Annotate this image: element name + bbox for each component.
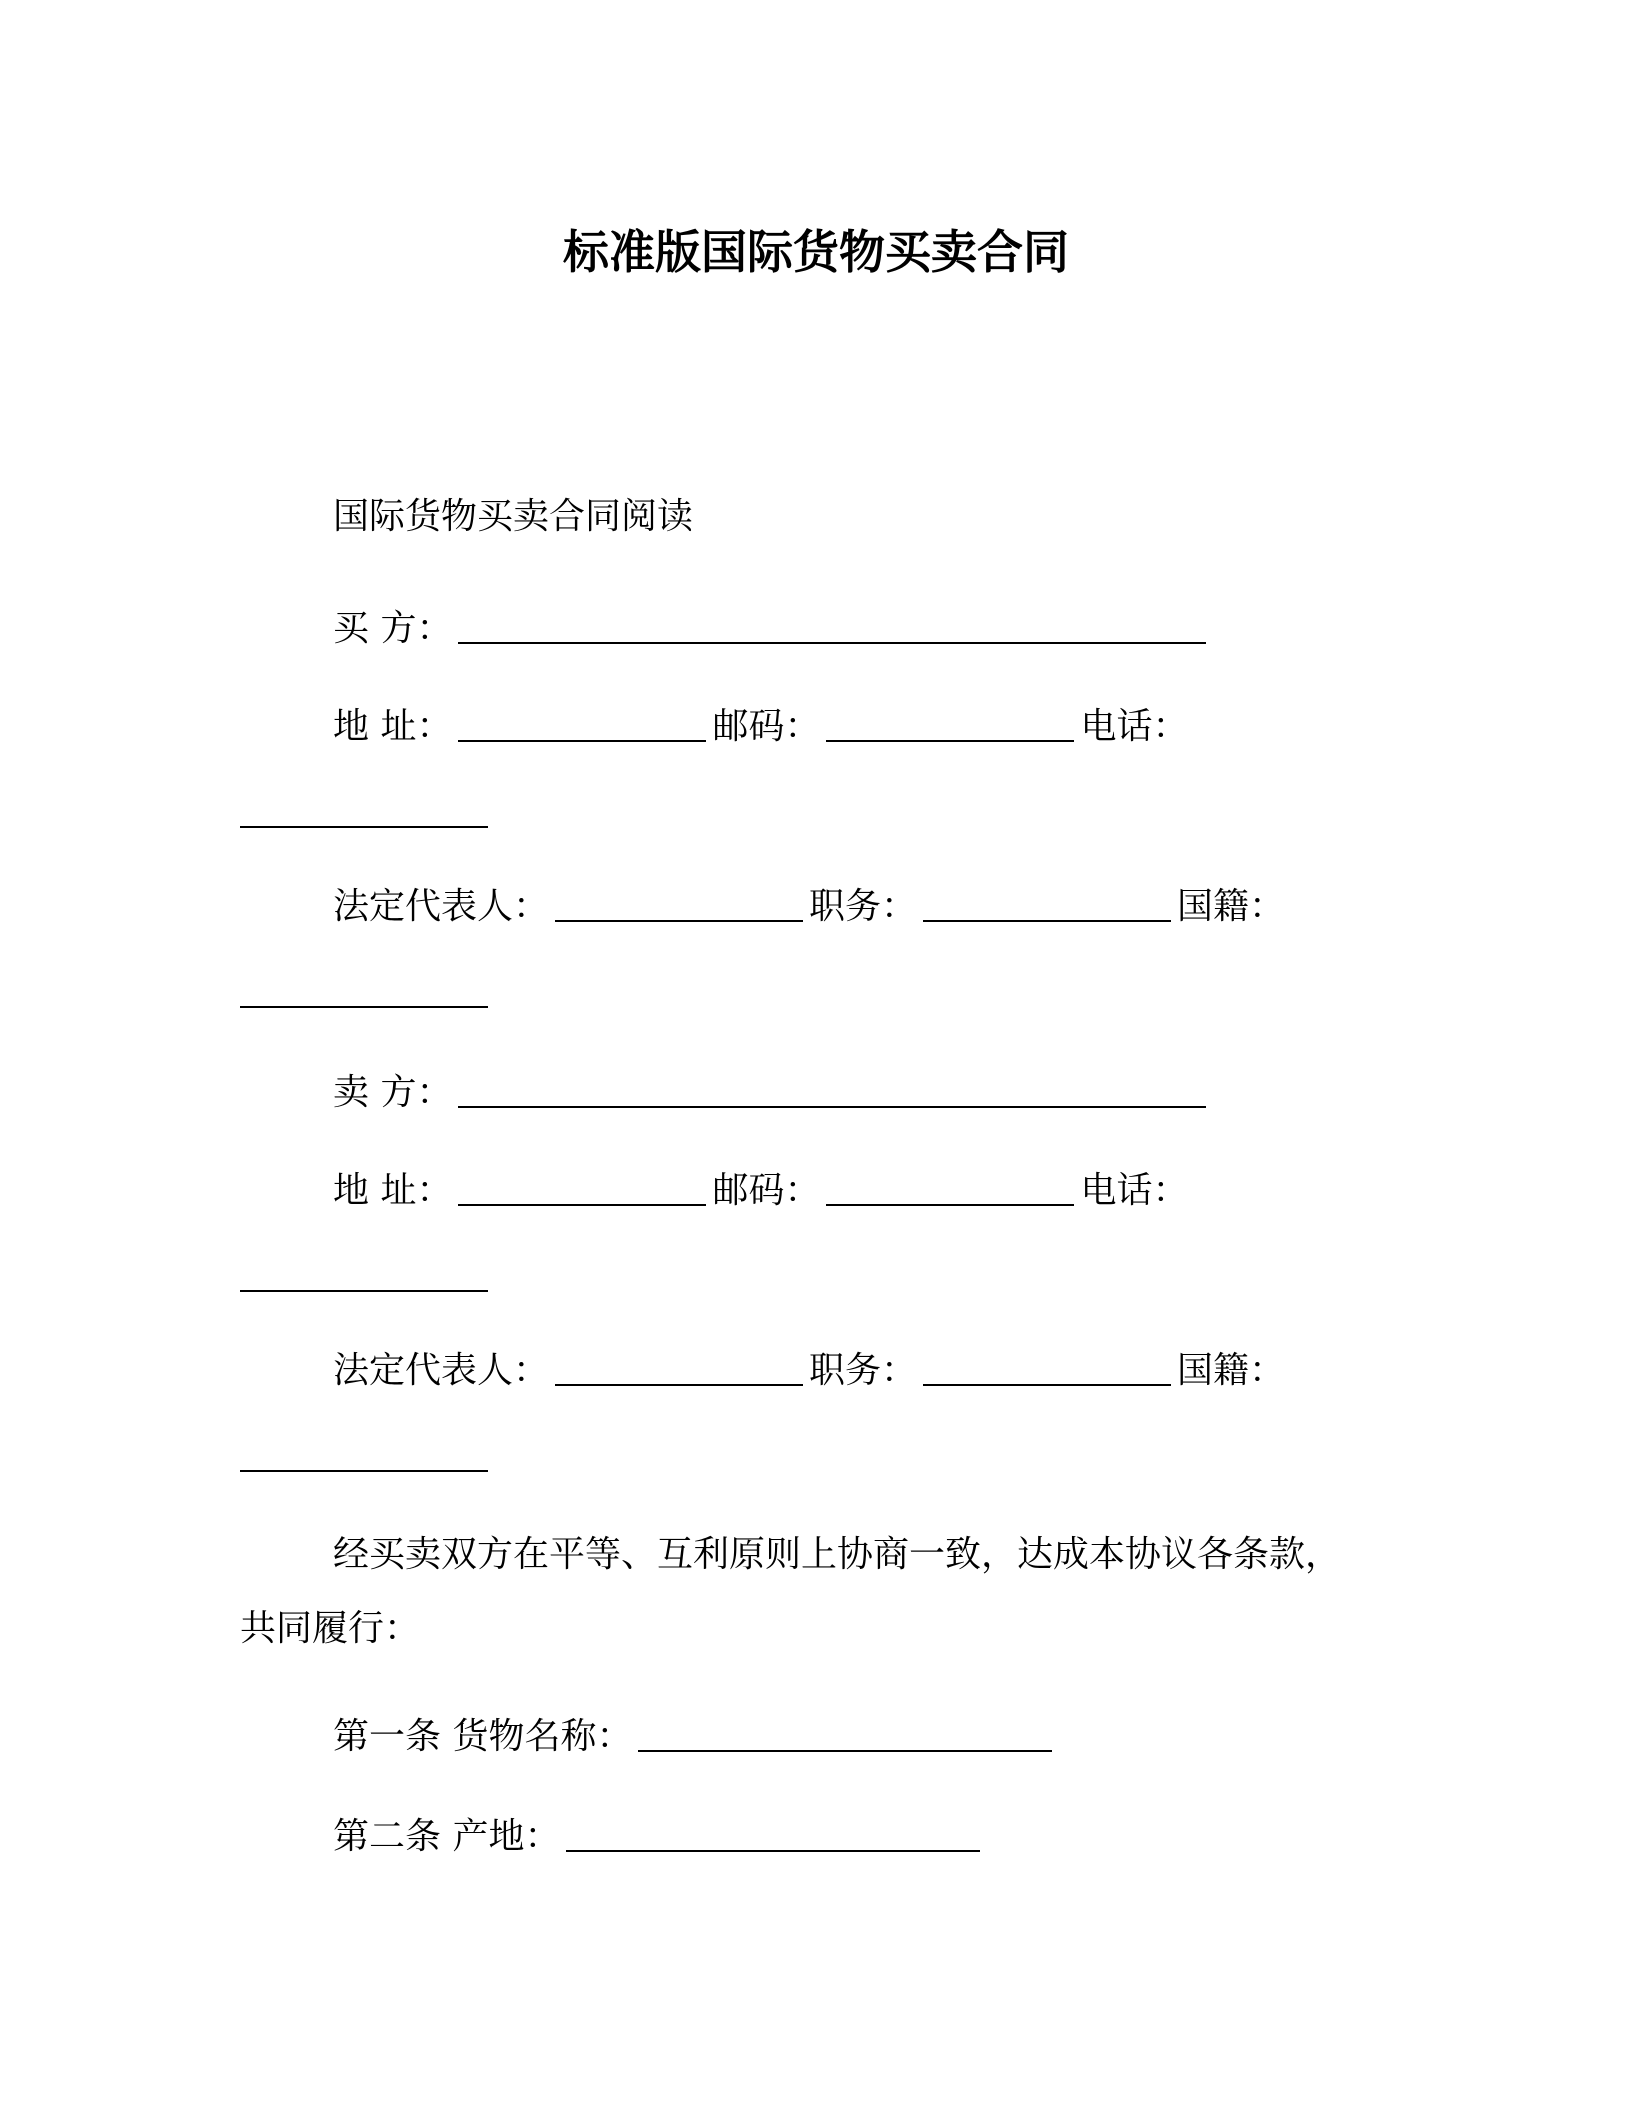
buyer-legal-rep-row xyxy=(333,882,1285,932)
seller-name-field[interactable] xyxy=(458,1074,1206,1108)
seller-legal-rep-label: 法定代表人： xyxy=(333,1350,550,1391)
buyer-legal-rep-field[interactable] xyxy=(555,888,803,922)
buyer-phone-continuation xyxy=(240,788,494,838)
buyer-nationality-label: 国籍： xyxy=(1177,886,1286,927)
seller-legal-rep-row xyxy=(333,1346,1285,1396)
seller-postcode-label: 邮码： xyxy=(712,1170,821,1211)
buyer-position-field[interactable] xyxy=(923,888,1171,922)
buyer-postcode-label: 邮码： xyxy=(712,706,821,747)
buyer-address-field[interactable] xyxy=(458,708,706,742)
goods-name-field[interactable] xyxy=(638,1718,1052,1752)
seller-phone-field[interactable] xyxy=(240,1258,488,1292)
seller-nationality-label: 国籍： xyxy=(1177,1350,1286,1391)
origin-field[interactable] xyxy=(566,1818,980,1852)
seller-address-field[interactable] xyxy=(458,1172,706,1206)
document-subtitle: 国际货物买卖合同阅读 xyxy=(333,496,694,537)
seller-position-field[interactable] xyxy=(923,1352,1171,1386)
document-title: 标准版国际货物买卖合同 xyxy=(563,225,1069,279)
buyer-phone-label: 电话： xyxy=(1080,706,1189,747)
buyer-name-field[interactable] xyxy=(458,610,1206,644)
seller-position-label: 职务： xyxy=(809,1350,918,1391)
buyer-postcode-field[interactable] xyxy=(826,708,1074,742)
article-1-label: 第一条 货物名称： xyxy=(333,1716,633,1757)
seller-row xyxy=(333,1068,1212,1118)
seller-postcode-field[interactable] xyxy=(826,1172,1074,1206)
buyer-address-label: 地 址： xyxy=(333,706,453,747)
buyer-legal-rep-label: 法定代表人： xyxy=(333,886,550,927)
buyer-position-label: 职务： xyxy=(809,886,918,927)
seller-address-label: 地 址： xyxy=(333,1170,453,1211)
buyer-phone-field[interactable] xyxy=(240,794,488,828)
buyer-nationality-continuation xyxy=(240,968,494,1018)
agreement-paragraph-line-1: 经买卖双方在平等、互利原则上协商一致，达成本协议各条款， xyxy=(333,1534,1342,1575)
seller-legal-rep-field[interactable] xyxy=(555,1352,803,1386)
seller-nationality-field[interactable] xyxy=(240,1438,488,1472)
buyer-row xyxy=(333,604,1212,654)
buyer-nationality-field[interactable] xyxy=(240,974,488,1008)
seller-phone-label: 电话： xyxy=(1080,1170,1189,1211)
article-1-row xyxy=(333,1712,1058,1762)
article-2-label: 第二条 产地： xyxy=(333,1816,561,1857)
buyer-label: 买 方： xyxy=(333,608,453,649)
seller-address-row xyxy=(333,1166,1188,1216)
seller-nationality-continuation xyxy=(240,1432,494,1482)
article-2-row xyxy=(333,1812,986,1862)
buyer-address-row xyxy=(333,702,1188,752)
seller-phone-continuation xyxy=(240,1252,494,1302)
seller-label: 卖 方： xyxy=(333,1072,453,1113)
agreement-paragraph-line-2: 共同履行： xyxy=(240,1608,421,1649)
